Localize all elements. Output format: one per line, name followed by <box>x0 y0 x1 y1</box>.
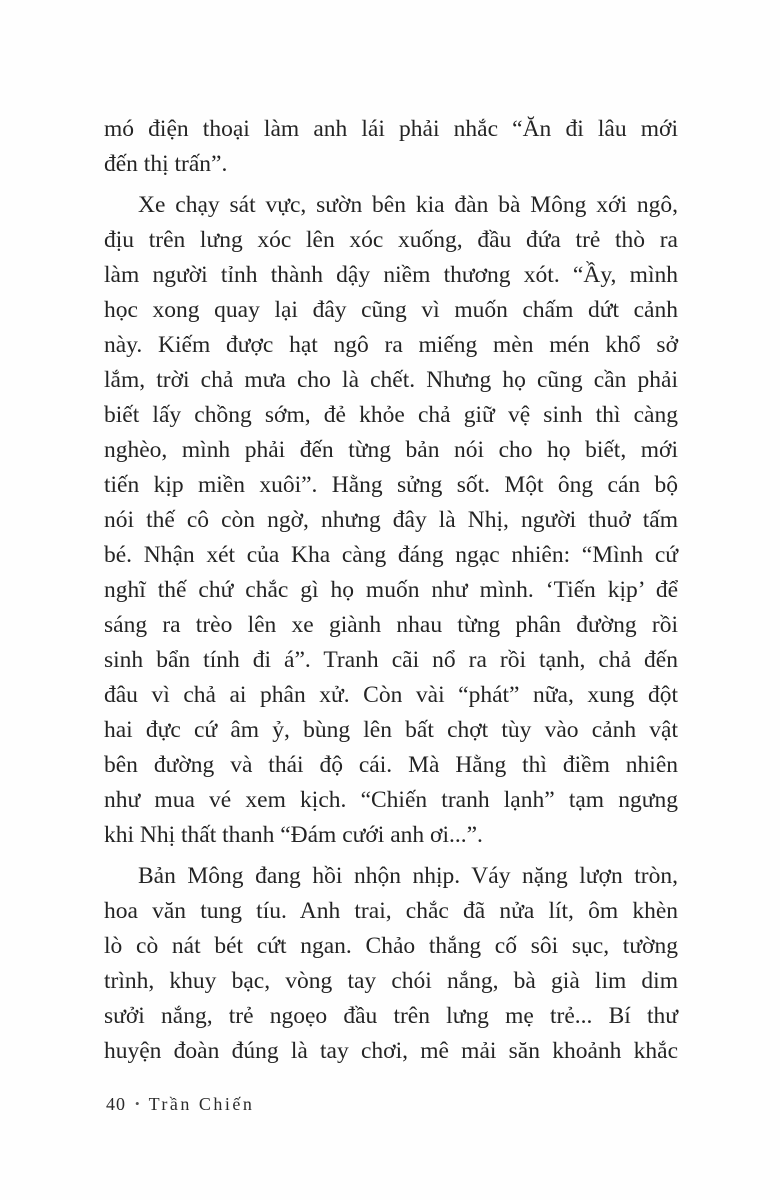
page-footer <box>106 1094 254 1115</box>
paragraph <box>104 112 678 182</box>
text-line: học xong quay lại đây cũng vì muốn chấm dứt cảnh <box>104 297 678 323</box>
text-line: sinh bẩn tính đi á”. Tranh cãi nổ ra rồi tạnh, chả đến <box>104 647 678 673</box>
text-line: mó điện thoại làm anh lái phải nhắc “Ăn đi lâu mới <box>104 116 678 142</box>
text-line: bé. Nhận xét của Kha càng đáng ngạc nhiên: “Mình cứ <box>104 542 678 568</box>
page-body-text <box>104 112 678 1069</box>
paragraph <box>104 859 678 1069</box>
text-line: Xe chạy sát vực, sườn bên kia đàn bà Mông xới ngô, <box>138 192 678 218</box>
text-line: khi Nhị thất thanh “Đám cưới anh ơi...”. <box>104 822 483 848</box>
text-line: lò cò nát bét cứt ngan. Chảo thắng cố sôi sục, tường <box>104 933 678 959</box>
text-line: biết lấy chồng sớm, đẻ khỏe chả giữ vệ sinh thì càng <box>104 402 678 428</box>
text-line: nghèo, mình phải đến từng bản nói cho họ biết, mới <box>104 437 678 463</box>
text-line: sưởi nắng, trẻ ngoẹo đầu trên lưng mẹ trẻ... Bí thư <box>104 1003 678 1029</box>
text-line: lắm, trời chả mưa cho là chết. Nhưng họ cũng cần phải <box>104 367 678 393</box>
text-line: sáng ra trèo lên xe giành nhau từng phân đường rồi <box>104 612 678 638</box>
text-line: trình, khuy bạc, vòng tay chói nắng, bà già lim dim <box>104 968 678 994</box>
page-number: 40 <box>106 1094 126 1114</box>
text-line: hai đực cứ âm ỷ, bùng lên bất chợt tùy vào cảnh vật <box>104 717 678 743</box>
paragraph <box>104 188 678 853</box>
text-line: tiến kịp miền xuôi”. Hằng sửng sốt. Một ông cán bộ <box>104 472 678 498</box>
text-line: Bản Mông đang hồi nhộn nhịp. Váy nặng lượn tròn, <box>138 863 678 889</box>
text-line: nghĩ thế chứ chắc gì họ muốn như mình. ‘Tiến kịp’ để <box>104 577 678 603</box>
text-line: bên đường và thái độ cái. Mà Hằng thì điềm nhiên <box>104 752 678 778</box>
text-line: đâu vì chả ai phân xử. Còn vài “phát” nữa, xung đột <box>104 682 678 708</box>
text-line: này. Kiếm được hạt ngô ra miếng mèn mén khổ sở <box>104 332 678 358</box>
text-line: làm người tỉnh thành dậy niềm thương xót. “Ầy, mình <box>104 262 678 288</box>
text-line: huyện đoàn đúng là tay chơi, mê mải săn khoảnh khắc <box>104 1038 678 1064</box>
text-line: hoa văn tung tíu. Anh trai, chắc đã nửa lít, ôm khèn <box>104 898 678 924</box>
running-footer-author: Trần Chiến <box>148 1094 255 1114</box>
text-line: địu trên lưng xóc lên xóc xuống, đầu đứa trẻ thò ra <box>104 227 678 253</box>
footer-separator-dot: • <box>135 1096 140 1111</box>
text-line: nói thế cô còn ngờ, nhưng đây là Nhị, người thuở tấm <box>104 507 678 533</box>
text-line: như mua vé xem kịch. “Chiến tranh lạnh” tạm ngưng <box>104 787 678 813</box>
text-line: đến thị trấn”. <box>104 151 228 177</box>
